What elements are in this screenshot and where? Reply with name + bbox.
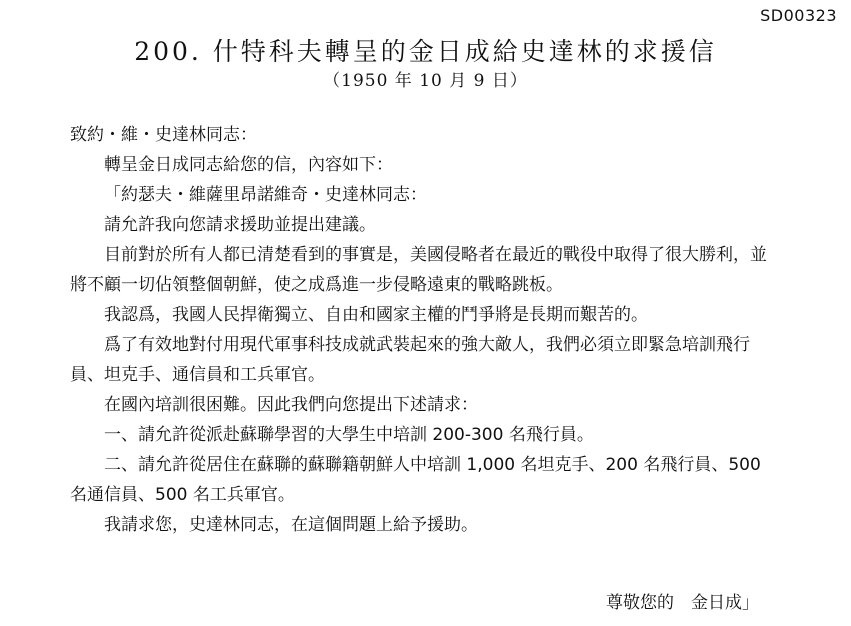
letter-salutation: 致約・維・史達林同志：: [70, 125, 257, 145]
letter-paragraph: 請允許我向您請求援助並提出建議。: [104, 215, 376, 235]
letter-paragraph: 一、請允許從派赴蘇聯學習的大學生中培訓 200-300 名飛行員。: [104, 425, 594, 445]
document-date: （1950 年 10 月 9 日）: [323, 71, 528, 91]
letter-paragraph: 二、請允許從居住在蘇聯的蘇聯籍朝鮮人中培訓 1,000 名坦克手、200 名飛行員、500 名通信員、500 名工兵軍官。: [70, 455, 767, 505]
letter-signoff: 尊敬您的 金日成」: [606, 593, 759, 613]
letter-paragraph: 目前對於所有人都已清楚看到的事實是，美國侵略者在最近的戰役中取得了很大勝利，並將不顧一切佔領整個朝鮮，使之成爲進一步侵略遠東的戰略跳板。: [70, 245, 767, 295]
letter-paragraph: 我認爲，我國人民捍衛獨立、自由和國家主權的鬥爭將是長期而艱苦的。: [104, 305, 648, 325]
document-title: 200. 什特科夫轉呈的金日成給史達林的求援信: [134, 37, 717, 66]
letter-paragraph: 轉呈金日成同志給您的信，內容如下：: [104, 155, 393, 175]
document-id: SD00323: [760, 6, 837, 25]
letter-body: [70, 120, 770, 540]
letter-paragraph: 「約瑟夫・維薩里昂諾維奇・史達林同志：: [104, 185, 427, 205]
letter-paragraph: 爲了有效地對付用現代軍事科技成就武裝起來的強大敵人，我們必須立即緊急培訓飛行員、坦克手、通信員和工兵軍官。: [70, 335, 750, 385]
letter-paragraph: 在國內培訓很困難。因此我們向您提出下述請求：: [104, 395, 478, 415]
letter-paragraph: 我請求您，史達林同志，在這個問題上給予援助。: [104, 515, 478, 535]
